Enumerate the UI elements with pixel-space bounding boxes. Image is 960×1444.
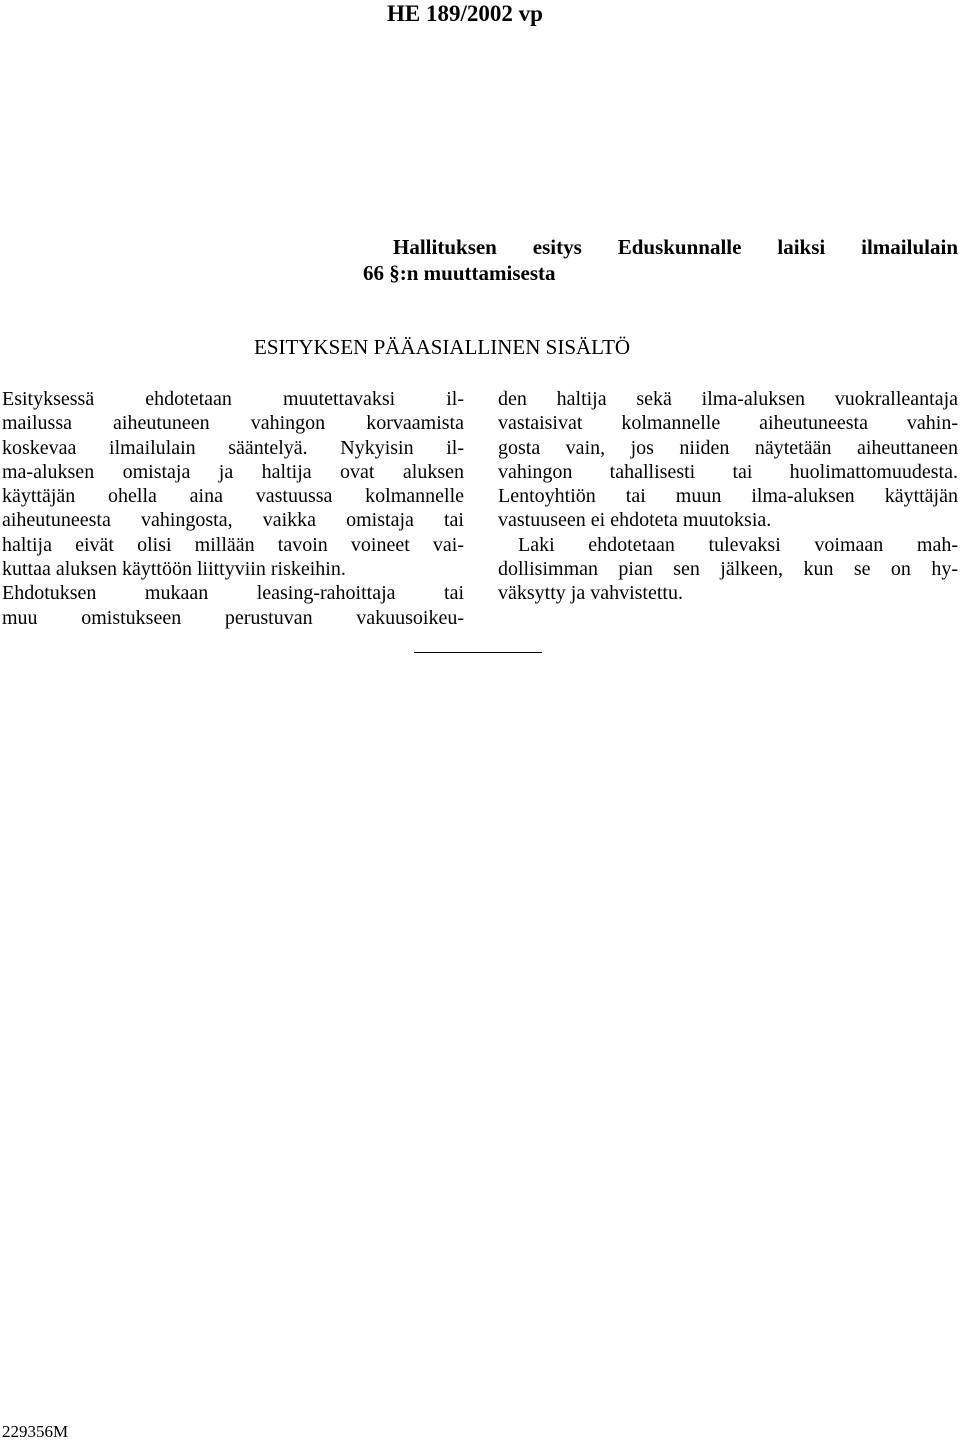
title-line-1: Hallituksen esitys Eduskunnalle laiksi ilmailulain	[393, 235, 958, 259]
text-line: aiheutuneesta vahingosta, vaikka omistaja tai	[2, 509, 464, 532]
text-line: haltija eivät olisi millään tavoin voineet vai-	[2, 533, 464, 556]
text-line: den haltija sekä ilma-aluksen vuokralleantaja	[498, 388, 958, 410]
text-line: Esityksessä ehdotetaan muutettavaksi il-	[2, 388, 464, 410]
title-line-2: 66 §:n muuttamisesta	[363, 261, 556, 285]
text-line: vahingon tahallisesti tai huolimattomuudesta.	[498, 460, 958, 483]
paragraph-3	[498, 533, 958, 606]
text-line: Lentoyhtiön tai muun ilma-aluksen käyttäjän	[498, 485, 958, 508]
text-line: Laki ehdotetaan tulevaksi voimaan mah-	[518, 533, 958, 556]
text-line: muu omistukseen perustuvan vakuusoikeu-	[2, 606, 464, 629]
text-line: ma-aluksen omistaja ja haltija ovat aluksen	[2, 460, 464, 483]
paragraph-2-continued	[498, 387, 958, 533]
body-left-column	[2, 387, 464, 630]
text-line: Ehdotuksen mukaan leasing-rahoittaja tai	[2, 582, 464, 605]
text-line: väksytty ja vahvistettu.	[498, 582, 683, 605]
body-right-column	[498, 387, 958, 606]
text-line: mailussa aiheutuneen vahingon korvaamista	[2, 412, 464, 435]
document-number: HE 189/2002 vp	[387, 1, 543, 26]
end-divider	[414, 652, 542, 653]
section-heading: ESITYKSEN PÄÄASIALLINEN SISÄLTÖ	[254, 335, 631, 359]
text-line: vastuuseen ei ehdoteta muutoksia.	[498, 509, 772, 532]
paragraph-2	[2, 581, 464, 630]
text-line: dollisimman pian sen jälkeen, kun se on hy-	[498, 558, 958, 581]
document-code: 229356M	[2, 1422, 69, 1441]
text-line: koskevaa ilmailulain sääntelyä. Nykyisin il-	[2, 436, 464, 459]
text-line: kuttaa aluksen käyttöön liittyviin riskeihin.	[2, 558, 346, 581]
paragraph-1	[2, 387, 464, 581]
text-line: gosta vain, jos niiden näytetään aiheuttaneen	[498, 436, 958, 459]
document-title	[363, 234, 958, 286]
text-line: käyttäjän ohella aina vastuussa kolmannelle	[2, 485, 464, 508]
text-line: vastaisivat kolmannelle aiheutuneesta vahin-	[498, 412, 958, 435]
